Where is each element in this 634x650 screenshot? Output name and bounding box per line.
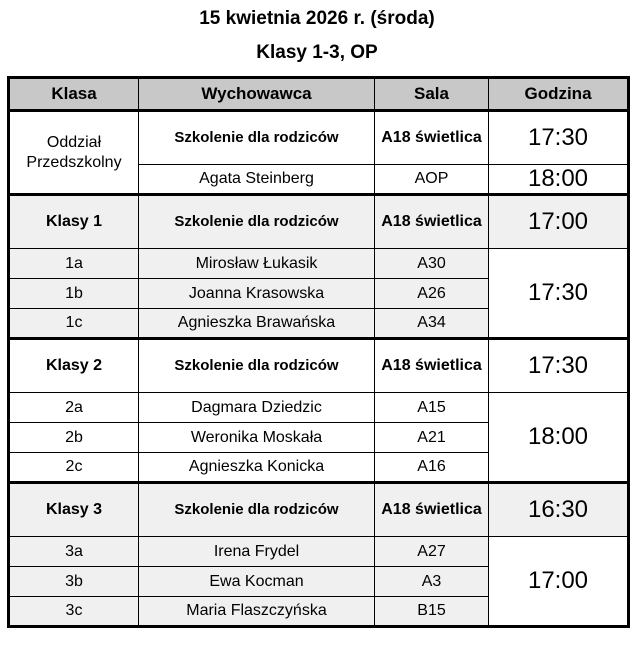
- class-cell: 1c: [9, 309, 139, 339]
- k1-godzina: 17:30: [489, 249, 629, 339]
- teacher-cell: Joanna Krasowska: [139, 279, 375, 309]
- room-cell: A27: [375, 537, 489, 567]
- k2-meeting-godzina: 17:30: [489, 339, 629, 393]
- class-cell: 2a: [9, 393, 139, 423]
- room-cell: A16: [375, 453, 489, 483]
- op-meeting-godzina: 17:30: [489, 111, 629, 165]
- k1-meeting-row: [9, 195, 629, 249]
- class-cell: 3b: [9, 567, 139, 597]
- teacher-cell: Mirosław Łukasik: [139, 249, 375, 279]
- op-meeting-row: [9, 111, 629, 165]
- room-cell: A30: [375, 249, 489, 279]
- room-cell: A15: [375, 393, 489, 423]
- room-cell: A21: [375, 423, 489, 453]
- k2-meeting-row: [9, 339, 629, 393]
- k3-godzina: 17:00: [489, 537, 629, 627]
- page-title: 15 kwietnia 2026 r. (środa): [199, 8, 435, 29]
- teacher-cell: Agnieszka Brawańska: [139, 309, 375, 339]
- schedule-table: [7, 76, 630, 628]
- room-cell: A26: [375, 279, 489, 309]
- header-klasa: Klasa: [9, 78, 139, 111]
- k3-meeting-sala: A18 świetlica: [375, 483, 489, 537]
- header-godzina: Godzina: [489, 78, 629, 111]
- k2-godzina: 18:00: [489, 393, 629, 483]
- header-row: [9, 78, 629, 111]
- teacher-cell: Ewa Kocman: [139, 567, 375, 597]
- k1-meeting-godzina: 17:00: [489, 195, 629, 249]
- class-cell: 1b: [9, 279, 139, 309]
- header-sala: Sala: [375, 78, 489, 111]
- class-cell: 3c: [9, 597, 139, 627]
- k2-meeting-wychowawca: Szkolenie dla rodziców: [139, 339, 375, 393]
- page-subtitle: Klasy 1-3, OP: [256, 42, 378, 63]
- teacher-cell: Weronika Moskała: [139, 423, 375, 453]
- room-cell: A34: [375, 309, 489, 339]
- k2-meeting-sala: A18 świetlica: [375, 339, 489, 393]
- op-sala: AOP: [375, 165, 489, 195]
- teacher-cell: Agnieszka Konicka: [139, 453, 375, 483]
- k1-klasa: Klasy 1: [9, 195, 139, 249]
- class-cell: 2c: [9, 453, 139, 483]
- op-godzina: 18:00: [489, 165, 629, 195]
- k3-klasa: Klasy 3: [9, 483, 139, 537]
- class-cell: 3a: [9, 537, 139, 567]
- op-meeting-sala: A18 świetlica: [375, 111, 489, 165]
- header-wychowawca: Wychowawca: [139, 78, 375, 111]
- table-row: [9, 537, 629, 567]
- room-cell: A3: [375, 567, 489, 597]
- k3-meeting-wychowawca: Szkolenie dla rodziców: [139, 483, 375, 537]
- class-cell: 2b: [9, 423, 139, 453]
- class-cell: 1a: [9, 249, 139, 279]
- k1-meeting-wychowawca: Szkolenie dla rodziców: [139, 195, 375, 249]
- table-row: [9, 393, 629, 423]
- k1-meeting-sala: A18 świetlica: [375, 195, 489, 249]
- k3-meeting-row: [9, 483, 629, 537]
- k2-klasa: Klasy 2: [9, 339, 139, 393]
- teacher-cell: Irena Frydel: [139, 537, 375, 567]
- op-wychowawca: Agata Steinberg: [139, 165, 375, 195]
- op-klasa: Oddział Przedszkolny: [9, 111, 139, 195]
- teacher-cell: Dagmara Dziedzic: [139, 393, 375, 423]
- table-row: [9, 249, 629, 279]
- op-meeting-wychowawca: Szkolenie dla rodziców: [139, 111, 375, 165]
- teacher-cell: Maria Flaszczyńska: [139, 597, 375, 627]
- room-cell: B15: [375, 597, 489, 627]
- k3-meeting-godzina: 16:30: [489, 483, 629, 537]
